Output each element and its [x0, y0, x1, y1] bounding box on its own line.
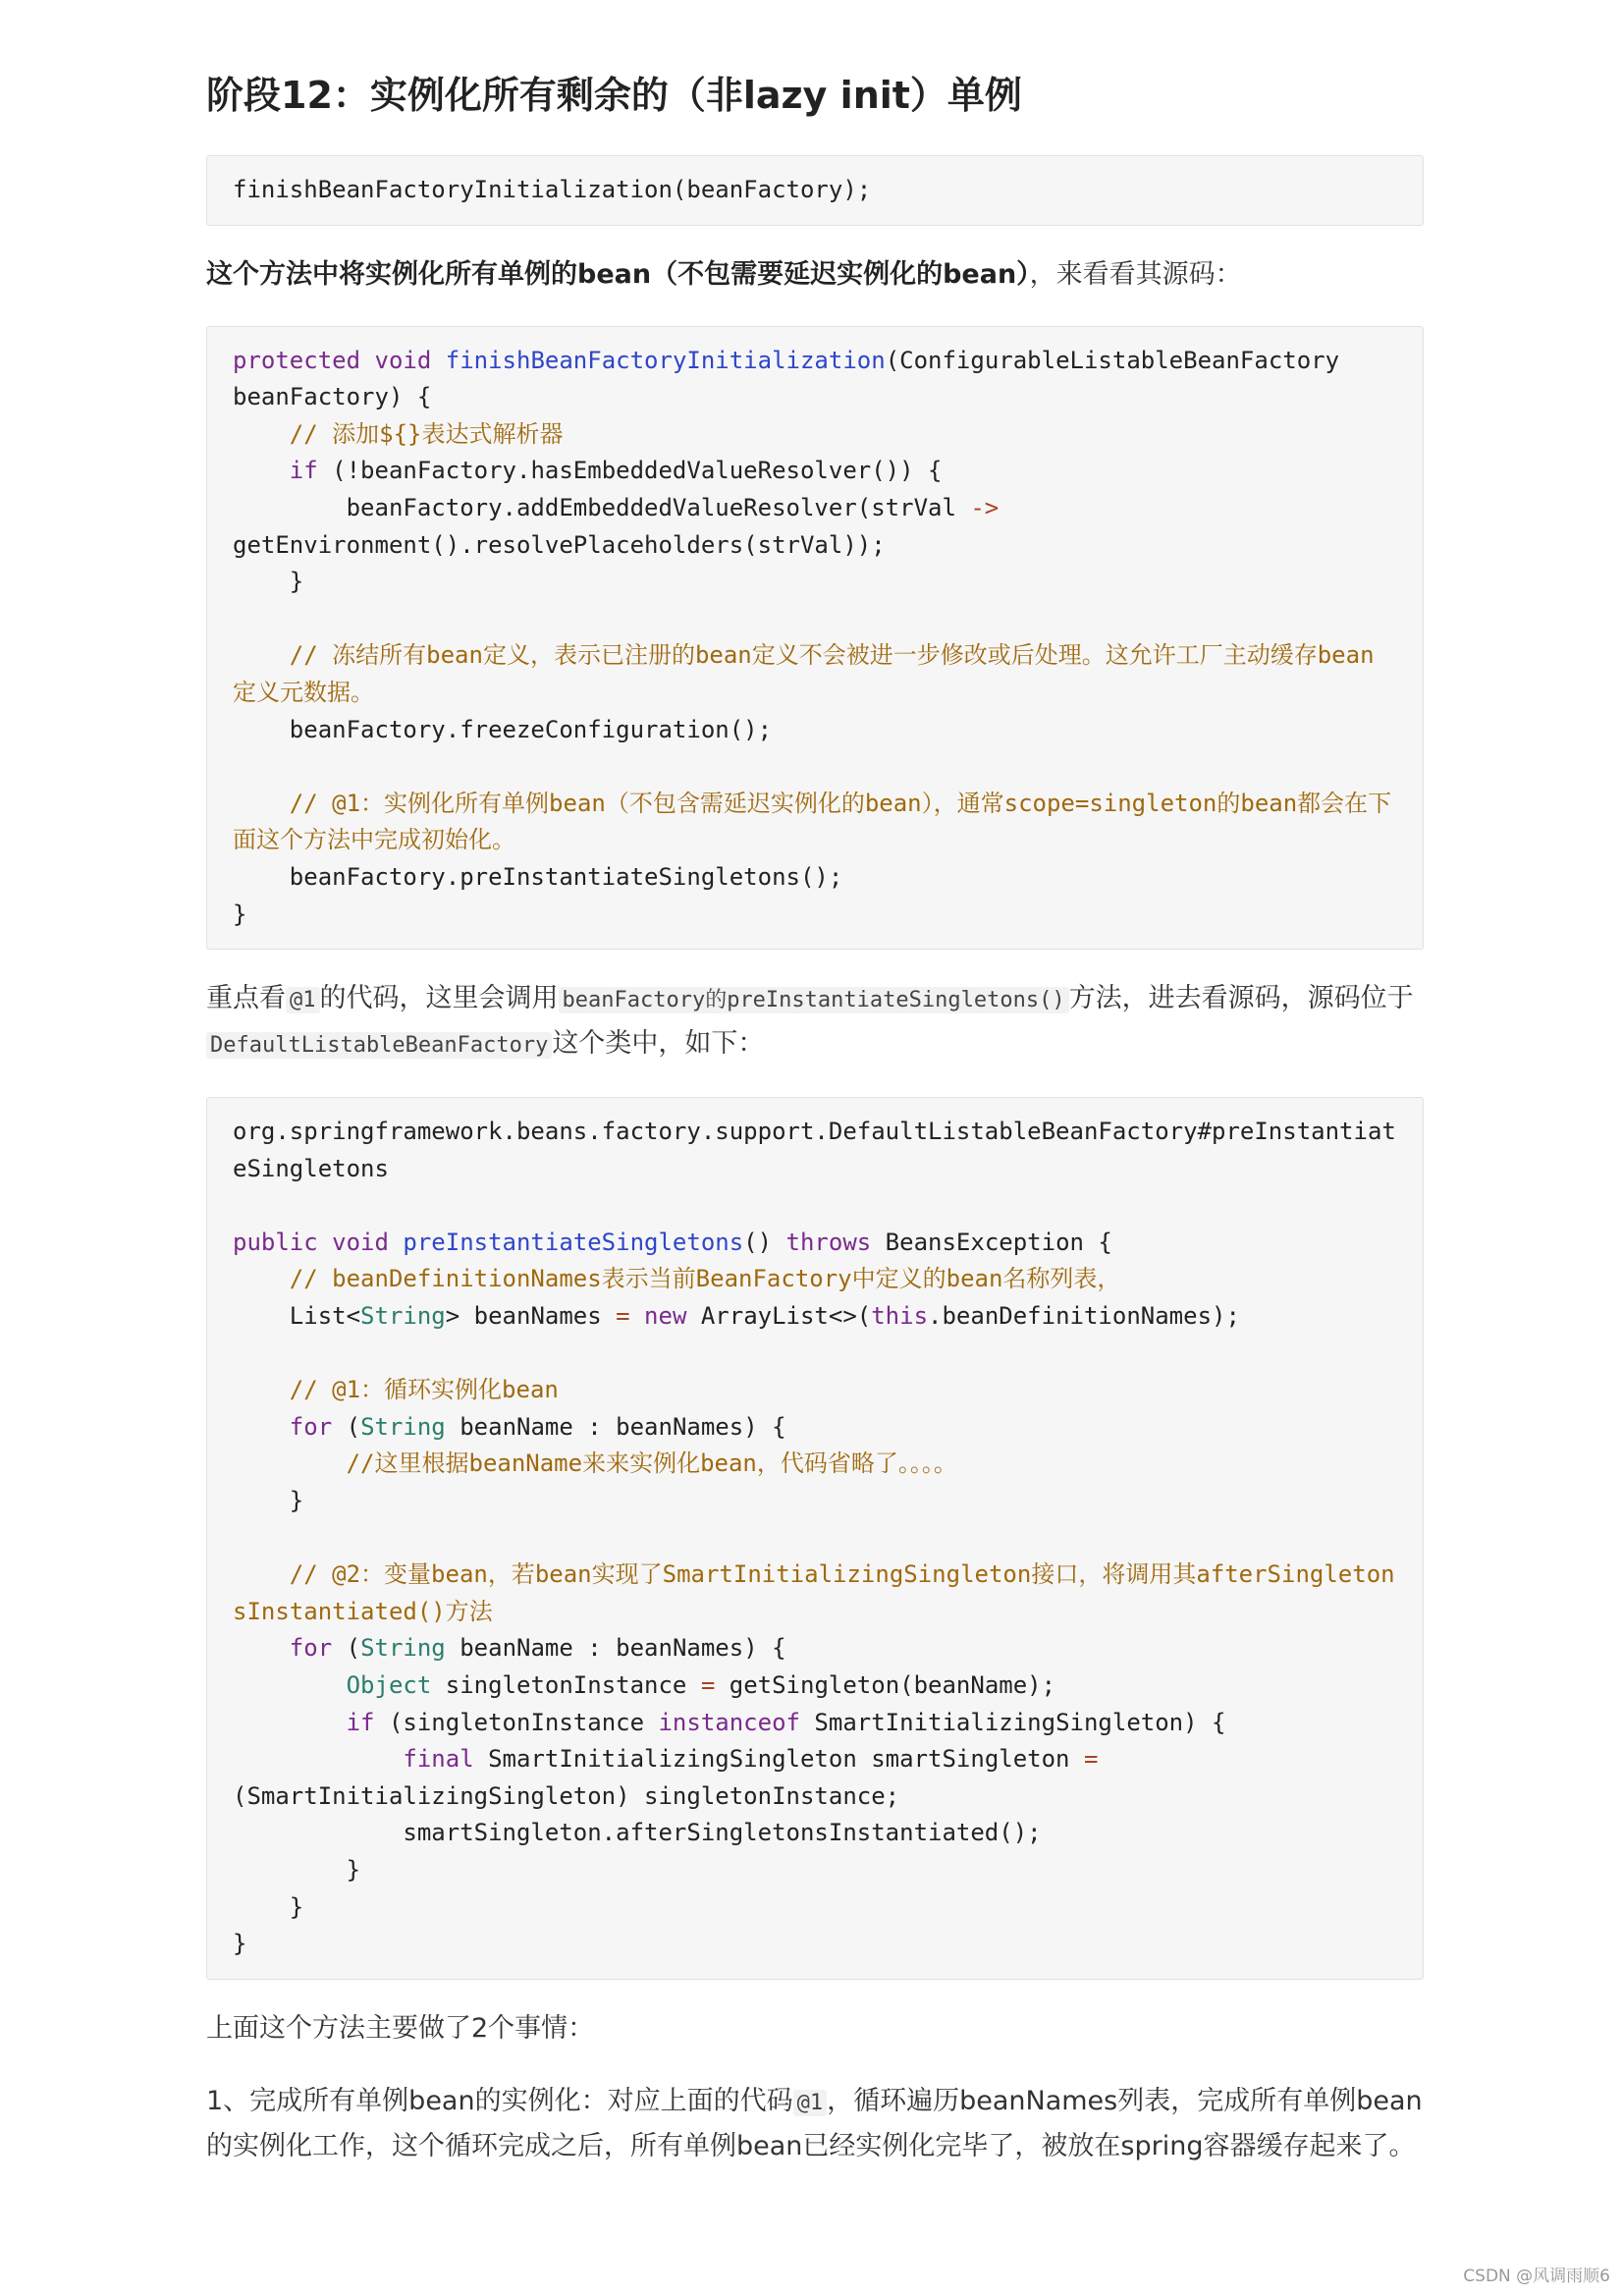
code-keyword: this — [871, 1302, 929, 1331]
paragraph-text: 的代码，这里会调用 — [319, 983, 559, 1014]
paragraph-text: 重点看 — [206, 983, 286, 1014]
code-comment: // 添加${}表达式解析器 — [233, 419, 564, 448]
code-text: (singletonInstance — [374, 1708, 659, 1736]
code-operator: = — [616, 1302, 630, 1331]
intro-bold-text: 这个方法中将实例化所有单例的bean（不包需要延迟实例化的bean） — [206, 258, 1030, 290]
code-text: () — [743, 1228, 786, 1256]
inline-code: DefaultListableBeanFactory — [206, 1032, 552, 1059]
code-line: } — [233, 1855, 361, 1884]
paragraph-text: 1、完成所有单例bean的实例化：对应上面的代码 — [206, 2085, 793, 2116]
code-text: .beanDefinitionNames); — [928, 1302, 1240, 1331]
code-line: beanFactory.preInstantiateSingletons(); — [233, 862, 843, 891]
explanation-paragraph — [206, 977, 1424, 1067]
code-line — [233, 1225, 1397, 1262]
code-text: (ConfigurableListableBeanFactory — [885, 346, 1340, 374]
code-text: beanName : beanNames) { — [445, 1412, 786, 1441]
code-line — [233, 1667, 1397, 1705]
inline-code: @1 — [286, 987, 320, 1013]
code-function-name: preInstantiateSingletons — [403, 1228, 744, 1256]
code-line: } — [233, 1930, 247, 1958]
paragraph-text: 这个类中，如下： — [552, 1028, 765, 1060]
summary-point-1 — [206, 2080, 1424, 2168]
code-keyword: public void — [233, 1228, 404, 1256]
code-block-pre-instantiate — [206, 1097, 1424, 1980]
code-text: > beanNames — [445, 1302, 617, 1331]
code-line — [233, 1630, 1397, 1667]
section-heading: 阶段12：实例化所有剩余的（非lazy init）单例 — [206, 74, 1022, 117]
code-line: } — [233, 1892, 304, 1921]
code-line — [233, 453, 1397, 490]
code-text: beanName : beanNames) { — [445, 1634, 786, 1663]
code-line: finishBeanFactoryInitialization(beanFactory); — [233, 176, 872, 203]
code-text: ( — [332, 1634, 361, 1663]
code-blank-line — [233, 601, 1397, 638]
code-text: (!beanFactory.hasEmbeddedValueResolver()) { — [317, 457, 943, 485]
code-line: } — [233, 1487, 304, 1515]
code-line — [233, 490, 1397, 527]
paragraph-text: ，循环遍历beanNames列表，完成所有单例bean的实例化工作，这个循环完成之后，所有单例bean已经实例化完毕了，被放在spring容器缓存起来了。 — [206, 2085, 1423, 2161]
code-keyword: instanceof — [658, 1708, 800, 1736]
code-line — [233, 1705, 1397, 1742]
code-comment: // beanDefinitionNames表示当前BeanFactory中定义的bean名称列表， — [233, 1265, 1121, 1293]
code-line: } — [233, 568, 304, 596]
code-text: ( — [332, 1412, 361, 1441]
code-line: beanFactory) { — [233, 383, 432, 411]
code-line: beanFactory.freezeConfiguration(); — [233, 715, 773, 743]
code-text: SmartInitializingSingleton) { — [799, 1708, 1226, 1736]
article-content — [206, 65, 1424, 2198]
code-keyword: final — [233, 1745, 474, 1774]
code-line — [233, 1409, 1397, 1447]
code-comment: // @1：循环实例化bean — [233, 1376, 559, 1404]
code-keyword: for — [233, 1412, 333, 1441]
code-line — [233, 343, 1397, 380]
code-block-call — [206, 155, 1424, 226]
summary-intro-paragraph: 上面这个方法主要做了2个事情： — [206, 2012, 595, 2044]
code-line — [233, 1741, 1397, 1778]
intro-paragraph — [206, 253, 1424, 297]
code-block-finish-init — [206, 326, 1424, 951]
code-text: getSingleton(beanName); — [715, 1671, 1056, 1699]
code-comment: // @2：变量bean，若bean实现了SmartInitializingSingleton接口，将调用其afterSingletonsInstantiated()方法 — [233, 1560, 1395, 1625]
code-type: String — [360, 1302, 446, 1331]
code-line: getEnvironment().resolvePlaceholders(strVal)); — [233, 530, 886, 559]
code-operator: -> — [970, 493, 1000, 521]
code-text: BeansException { — [871, 1228, 1112, 1256]
code-type: String — [360, 1412, 446, 1441]
code-comment: // @1：实例化所有单例bean（不包含需延迟实例化的bean），通常scope=singleton的bean都会在下面这个方法中完成初始化。 — [233, 789, 1392, 854]
code-text: singletonInstance — [431, 1671, 701, 1699]
code-blank-line — [233, 748, 1397, 786]
code-keyword: new — [629, 1302, 687, 1331]
code-function-name: finishBeanFactoryInitialization — [445, 346, 886, 374]
code-blank-line — [233, 1187, 1397, 1225]
code-keyword: if — [233, 1708, 375, 1736]
code-comment: // 冻结所有bean定义，表示已注册的bean定义不会被进一步修改或后处理。这允许工厂主动缓存bean定义元数据。 — [233, 641, 1375, 706]
code-text: ArrayList<>( — [686, 1302, 872, 1331]
code-keyword: if — [233, 457, 318, 485]
code-comment: //这里根据beanName来来实例化bean，代码省略了。。。。 — [233, 1449, 957, 1478]
code-keyword: protected void — [233, 346, 446, 374]
code-blank-line — [233, 1520, 1397, 1558]
code-blank-line — [233, 1336, 1397, 1373]
code-operator: = — [1083, 1745, 1099, 1774]
csdn-watermark: CSDN @风调雨顺6 — [1463, 2267, 1610, 2286]
code-text: beanFactory.addEmbeddedValueResolver(strVal — [233, 493, 971, 521]
code-text: List< — [233, 1302, 361, 1331]
code-line: (SmartInitializingSingleton) singletonInstance; — [233, 1781, 900, 1810]
inline-code: @1 — [793, 2090, 828, 2116]
code-type: Object — [233, 1671, 432, 1699]
code-text: SmartInitializingSingleton smartSingleton — [473, 1745, 1084, 1774]
inline-code: beanFactory的preInstantiateSingletons() — [559, 987, 1069, 1013]
code-type: String — [360, 1634, 446, 1663]
code-line — [233, 1298, 1397, 1336]
code-operator: = — [700, 1671, 716, 1699]
code-line: smartSingleton.afterSingletonsInstantiated(); — [233, 1819, 1042, 1847]
code-keyword: for — [233, 1634, 333, 1663]
code-line: } — [233, 900, 247, 928]
paragraph-text: 方法，进去看源码，源码位于 — [1068, 983, 1414, 1014]
code-line: org.springframework.beans.factory.support.DefaultListableBeanFactory#preInstantiateSingletons — [233, 1118, 1396, 1182]
intro-rest-text: ，来看看其源码： — [1029, 258, 1242, 290]
code-keyword: throws — [785, 1228, 872, 1256]
